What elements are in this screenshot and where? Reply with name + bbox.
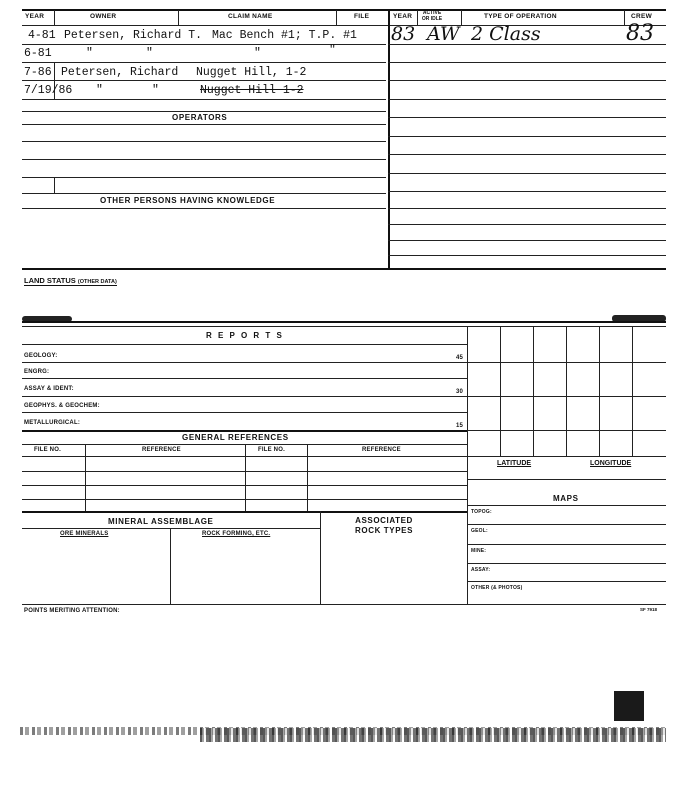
row-line	[22, 396, 467, 397]
associated-rock-heading	[355, 516, 413, 536]
grid-line	[467, 396, 666, 397]
rock-types-label: ROCK TYPES	[355, 526, 414, 535]
divider	[417, 10, 418, 26]
report-assay-num: 30	[456, 389, 464, 395]
scan-artifact-block	[614, 691, 644, 721]
row-line	[22, 193, 386, 194]
row-line	[467, 505, 666, 506]
row-line	[388, 154, 666, 155]
report-geology-num: 45	[456, 355, 464, 361]
report-assay-label: ASSAY & IDENT:	[24, 386, 74, 392]
section-line	[22, 268, 666, 270]
row-line	[22, 124, 386, 125]
land-status-sublabel: (OTHER DATA)	[77, 279, 117, 285]
map-topog-label: TOPOG:	[471, 509, 492, 515]
map-mine-label: MINE:	[471, 548, 487, 554]
grid-line	[467, 362, 666, 363]
row-line	[467, 479, 666, 480]
divider	[320, 511, 321, 604]
row-line	[22, 99, 386, 100]
row-line	[388, 208, 666, 209]
row-line	[388, 240, 666, 241]
report-geophys-label: GEOPHYS. & GEOCHEM:	[24, 403, 100, 409]
divider	[85, 444, 86, 511]
points-meriting-attention-label: POINTS MERITING ATTENTION:	[24, 608, 120, 614]
owner-row-4-year: 7/19/86	[24, 84, 73, 97]
grid-line	[533, 326, 534, 456]
land-status-heading	[24, 276, 117, 286]
col-active-header	[417, 10, 447, 22]
center-divider	[388, 10, 390, 268]
owner-row-4-claim: Nugget Hill 1-2	[200, 84, 304, 97]
divider	[624, 10, 625, 26]
scan-noise	[200, 728, 666, 742]
idle-label: OR IDLE	[421, 16, 443, 22]
land-status-label: LAND STATUS	[24, 276, 76, 285]
ref-reference2-header: REFERENCE	[362, 447, 401, 453]
associated-label: ASSOCIATED	[355, 516, 413, 525]
row-line	[22, 456, 467, 457]
report-metallurgical-label: METALLURGICAL:	[24, 420, 81, 426]
form-number: SF 7918	[640, 607, 658, 612]
operators-heading: OPERATORS	[172, 113, 228, 122]
row-line	[388, 62, 666, 63]
row-line	[22, 362, 467, 363]
grid-line	[467, 430, 666, 431]
row-line	[22, 159, 386, 160]
row-line	[388, 136, 666, 137]
row-line	[467, 563, 666, 564]
latitude-label: LATITUDE	[497, 460, 532, 467]
row-line	[22, 528, 320, 529]
other-persons-heading: OTHER PERSONS HAVING KNOWLEDGE	[100, 196, 276, 205]
row-line	[388, 99, 666, 100]
row-line	[22, 499, 467, 500]
row-line	[388, 117, 666, 118]
grid-line	[599, 326, 600, 456]
owner-row-3-claim: Nugget Hill, 1-2	[196, 66, 307, 79]
col-claim-header: CLAIM NAME	[228, 13, 273, 20]
owner-row-4-owner2: "	[152, 84, 159, 97]
owner-row-2-owner: "	[86, 47, 93, 60]
ref-file-no-header: FILE NO.	[34, 447, 61, 453]
row-line	[22, 141, 386, 142]
grid-line	[500, 326, 501, 456]
owner-row-3-owner: Petersen, Richard	[61, 66, 179, 79]
report-geology-label: GEOLOGY:	[24, 353, 58, 359]
col-file-header: FILE	[354, 13, 370, 20]
row-line	[22, 378, 467, 379]
divider	[54, 10, 55, 26]
divider	[307, 444, 308, 511]
section-line	[22, 326, 666, 327]
report-metallurgical-num: 15	[456, 423, 464, 429]
map-other-label: OTHER (& PHOTOS)	[471, 585, 523, 591]
general-references-heading: GENERAL REFERENCES	[182, 433, 289, 442]
owner-row-1-owner: Petersen, Richard T.	[64, 29, 203, 42]
operation-crew: 83	[626, 21, 654, 46]
col-type-header: TYPE OF OPERATION	[484, 13, 557, 20]
longitude-label: LONGITUDE	[590, 460, 632, 467]
row-line	[22, 471, 467, 472]
owner-row-2-owner2: "	[146, 47, 153, 60]
divider	[178, 10, 179, 26]
divider	[170, 528, 171, 604]
row-line	[22, 111, 386, 112]
owner-row-2-year: 6-81	[24, 47, 52, 60]
grid-line	[632, 326, 633, 456]
row-line	[22, 62, 386, 63]
mineral-assemblage-heading: MINERAL ASSEMBLAGE	[108, 517, 214, 526]
row-line	[22, 511, 467, 513]
grid-line	[467, 456, 666, 457]
owner-row-3-year: 7-86	[24, 66, 52, 79]
divider	[54, 177, 55, 193]
header-underline	[22, 25, 666, 26]
map-geol-label: GEOL:	[471, 528, 488, 534]
top-border	[22, 9, 666, 11]
col-owner-header: OWNER	[90, 13, 117, 20]
row-line	[22, 485, 467, 486]
row-line	[388, 224, 666, 225]
row-line	[467, 544, 666, 545]
owner-row-4-owner: "	[96, 84, 103, 97]
row-line	[22, 430, 467, 432]
row-line	[388, 191, 666, 192]
row-line	[388, 255, 666, 256]
col-year2-header: YEAR	[393, 13, 413, 20]
operation-active: AW	[427, 23, 460, 45]
row-line	[388, 173, 666, 174]
operation-year: 83	[391, 23, 416, 45]
row-line	[22, 344, 467, 345]
map-assay-label: ASSAY:	[471, 567, 491, 573]
grid-line	[566, 326, 567, 456]
owner-row-2-file: "	[329, 44, 336, 57]
ref-reference-header: REFERENCE	[142, 447, 181, 453]
row-line	[22, 208, 386, 209]
divider	[461, 10, 462, 26]
active-label: ACTIVE	[422, 10, 442, 16]
divider	[245, 444, 246, 511]
operation-type: 2 Class	[471, 23, 541, 45]
row-line	[467, 581, 666, 582]
col-crew-header: CREW	[631, 13, 653, 20]
ore-minerals-header: ORE MINERALS	[60, 531, 109, 537]
row-line	[467, 524, 666, 525]
owner-row-1-claim: Mac Bench #1; T.P. #1	[212, 29, 357, 42]
rock-forming-header: ROCK FORMING, ETC.	[202, 531, 271, 537]
row-line	[22, 604, 666, 605]
row-line	[22, 412, 467, 413]
row-line	[388, 80, 666, 81]
row-line	[22, 80, 386, 81]
divider	[336, 10, 337, 26]
section-line	[22, 321, 666, 323]
col-year-header: YEAR	[25, 13, 45, 20]
report-engrg-label: ENGRG:	[24, 369, 50, 375]
row-line	[22, 177, 386, 178]
ref-file-no2-header: FILE NO.	[258, 447, 285, 453]
reports-heading: R E P O R T S	[206, 331, 284, 340]
maps-heading: MAPS	[553, 494, 579, 503]
owner-row-1-year: 4-81	[28, 29, 56, 42]
owner-row-2-claim: "	[254, 47, 261, 60]
